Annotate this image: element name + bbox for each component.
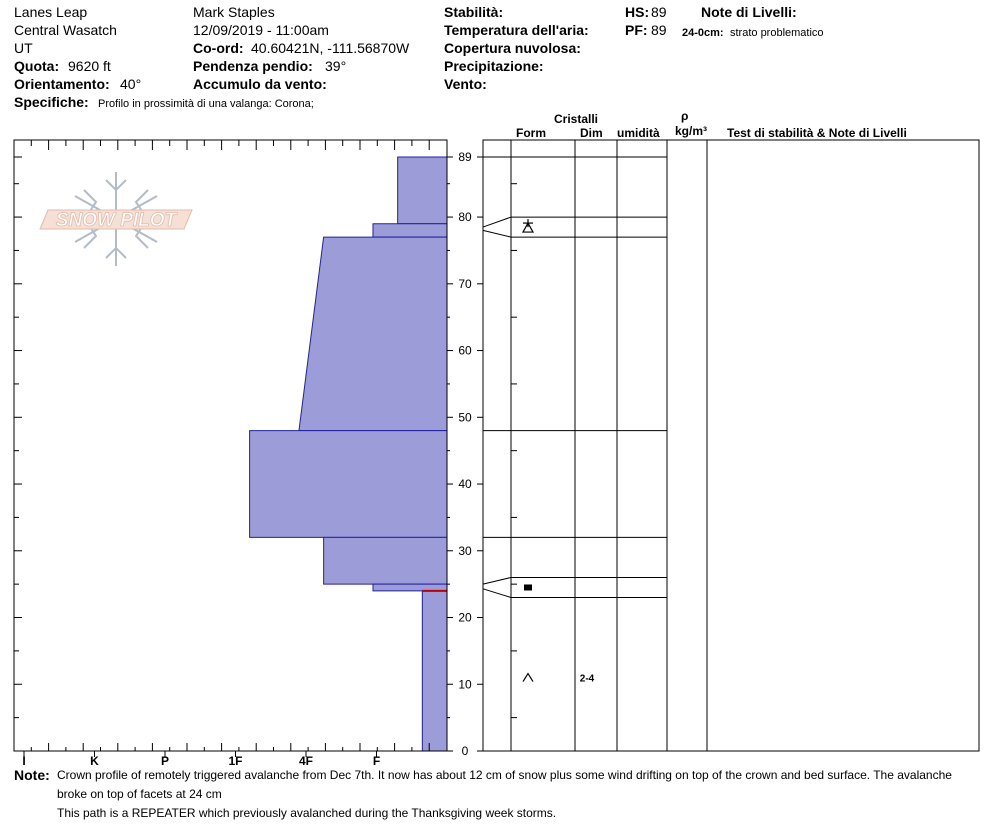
crystals-header: Cristalli bbox=[554, 112, 599, 126]
grain-connector-1 bbox=[483, 230, 511, 237]
hardness-layer-4 bbox=[324, 537, 447, 584]
form-header: Form bbox=[516, 126, 546, 140]
height-tick-label-89: 89 bbox=[458, 150, 472, 164]
moisture-header: umidità bbox=[617, 126, 660, 140]
pf-label: PF: bbox=[625, 22, 648, 38]
pf-value: 89 bbox=[651, 22, 667, 38]
notes-label: Note: bbox=[14, 767, 50, 783]
height-tick-label-70: 70 bbox=[458, 276, 472, 291]
grain-table-frame bbox=[483, 140, 979, 751]
coord-value: 40.60421N, -111.56870W bbox=[251, 40, 410, 56]
hardness-layer-5 bbox=[373, 584, 447, 591]
layer-notes-label: Note di Livelli: bbox=[701, 4, 797, 20]
aspect-value: 40° bbox=[120, 76, 142, 92]
size-header: Dim bbox=[580, 126, 603, 140]
hardness-tick-label-F: F bbox=[372, 754, 381, 768]
grain-connector-0 bbox=[483, 217, 511, 227]
observer-name: Mark Staples bbox=[193, 4, 275, 20]
stability-label: Stabilità: bbox=[444, 4, 504, 20]
height-tick-label-10: 10 bbox=[458, 677, 472, 692]
height-tick-label-20: 20 bbox=[458, 610, 472, 625]
hardness-tick-label-I: I bbox=[22, 754, 26, 768]
slope-value: 39° bbox=[325, 58, 347, 74]
note-line-3: This path is a REPEATER which previously avalanched during the Thanksgiving week storms. bbox=[57, 806, 557, 820]
rho-header: ρ bbox=[681, 109, 689, 123]
note-line-1: Crown profile of remotely triggered avalanche from Dec 7th. It now has about 12 cm of snow plus some wind drifting on top of the crown and bed surface. The avalanche bbox=[57, 768, 952, 782]
specifics-label: Specifiche: bbox=[14, 94, 89, 110]
hs-value: 89 bbox=[651, 4, 667, 20]
coord-label: Co-ord: bbox=[193, 40, 244, 56]
height-tick-label-0: 0 bbox=[461, 744, 469, 758]
hardness-tick-label-K: K bbox=[90, 754, 99, 768]
layer-note-depth: 24-0cm: bbox=[682, 27, 724, 39]
decomposing-fragments-icon bbox=[523, 219, 533, 232]
grain-size-label: 2-4 bbox=[579, 673, 595, 685]
snowpilot-watermark bbox=[40, 172, 192, 266]
grain-connector-2 bbox=[483, 577, 511, 584]
cloud-label: Copertura nuvolosa: bbox=[444, 40, 581, 56]
specifics-value: Profilo in prossimità di una valanga: Corona; bbox=[98, 98, 314, 110]
precip-label: Precipitazione: bbox=[444, 58, 544, 74]
state-name: UT bbox=[14, 40, 33, 56]
watermark-text: SNOW PILOT bbox=[55, 210, 177, 231]
hardness-layer-3 bbox=[250, 431, 447, 538]
hardness-layer-2 bbox=[299, 237, 447, 431]
note-line-2: broke on top of facets at 24 cm bbox=[57, 787, 222, 801]
hardness-layer-0 bbox=[398, 157, 447, 224]
location-name: Lanes Leap bbox=[14, 4, 88, 20]
height-tick-label-60: 60 bbox=[458, 343, 472, 358]
faceted-crystal-icon bbox=[523, 674, 533, 682]
height-tick-label-30: 30 bbox=[458, 543, 472, 558]
wind-loading-label: Accumulo da vento: bbox=[193, 76, 327, 92]
hardness-layer-6 bbox=[422, 591, 447, 751]
grain-connector-3 bbox=[483, 589, 511, 598]
range-name: Central Wasatch bbox=[14, 22, 117, 38]
hardness-tick-label-4F: 4F bbox=[298, 754, 314, 768]
elevation-value: 9620 ft bbox=[68, 58, 111, 74]
hardness-tick-label-P: P bbox=[160, 754, 170, 768]
slope-label: Pendenza pendio: bbox=[193, 58, 313, 74]
layer-note-text: strato problematico bbox=[730, 27, 824, 39]
stability-tests-header: Test di stabilità & Note di Livelli bbox=[727, 126, 907, 140]
observation-datetime: 12/09/2019 - 11:00am bbox=[193, 22, 329, 38]
height-tick-label-80: 80 bbox=[458, 210, 472, 225]
elevation-label: Quota: bbox=[14, 58, 60, 74]
height-tick-label-50: 50 bbox=[458, 410, 472, 425]
height-tick-label-40: 40 bbox=[458, 477, 472, 492]
melt-freeze-crust-icon bbox=[524, 584, 532, 590]
wind-label: Vento: bbox=[444, 76, 487, 92]
hardness-tick-label-1F: 1F bbox=[228, 754, 243, 768]
aspect-label: Orientamento: bbox=[14, 76, 110, 92]
hs-label: HS: bbox=[625, 4, 650, 20]
air-temp-label: Temperatura dell'aria: bbox=[444, 22, 589, 38]
hardness-layer-1 bbox=[373, 224, 447, 237]
density-unit-header: kg/m³ bbox=[675, 124, 708, 138]
